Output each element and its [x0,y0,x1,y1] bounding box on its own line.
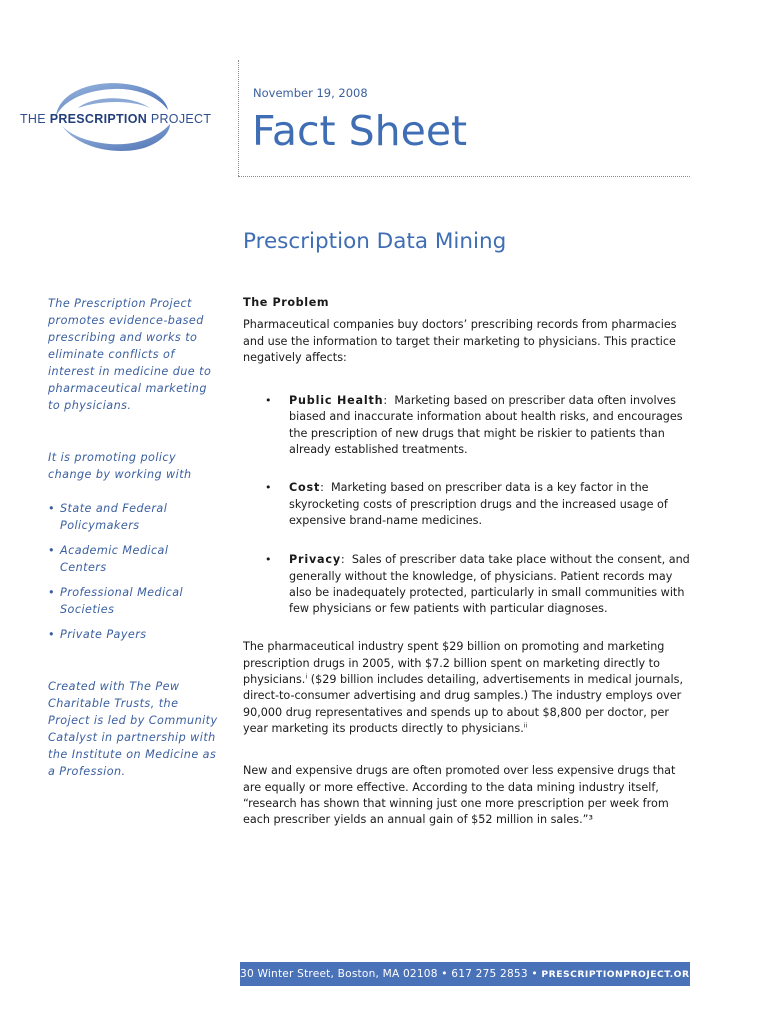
header-horizontal-divider [238,176,690,177]
footer-contact-bar [240,962,698,986]
effects-list [243,393,691,617]
partner-item: • State and Federal Policymakers [48,502,168,532]
partner-list [48,500,218,643]
prescription-project-logo [18,78,212,158]
footer-website-link[interactable]: PRESCRIPTIONPROJECT.ORG [541,969,698,980]
page-subtitle: Prescription Data Mining [243,229,507,254]
footer-address: 30 Winter Street, Boston, MA 02108 • 617 275 2853 • [240,968,542,980]
promotion-paragraph: New and expensive drugs are often promoted over less expensive drugs that are equally or more effective. According to the data mining industry itself, “research has shown that winning just one more prescription per week from each prescriber yields an annual gain of $52 million in sales.”³ [243,764,676,827]
sidebar-credits: Created with The Pew Charitable Trusts, the Project is led by Community Catalyst in partnership with the Institute on Medicine as a Profession. [48,680,218,778]
main-content [243,295,691,828]
header-vertical-divider [238,60,239,176]
effect-item-public-health: • Public Health: Marketing based on prescriber data often involves biased and inaccurate information about health risks, and encourages the prescription of new drugs that might be riskier to patients than already established treatments. [265,394,683,457]
sidebar-intro: The Prescription Project promotes evidence-based prescribing and works to eliminate conflicts of interest in medicine due to pharmaceutical marketing to physicians. [48,297,212,412]
section-heading: The Problem [243,296,330,309]
effect-item-cost: • Cost: Marketing based on prescriber data is a key factor in the skyrocketing costs of prescription drugs and the increased usage of expensive brand-name medicines. [265,481,668,527]
document-date: November 19, 2008 [253,86,368,100]
logo-wordmark: THE PRESCRIPTION PROJECT [20,112,212,126]
page-title: Fact Sheet [252,107,468,155]
partner-item: • Academic Medical Centers [48,544,169,574]
problem-intro: Pharmaceutical companies buy doctors’ prescribing records from pharmacies and use the information to target their marketing to physicians. This practice negatively affects: [243,318,677,364]
partner-item: • Professional Medical Societies [48,586,184,616]
sidebar-policy-intro: It is promoting policy change by working with [48,451,192,481]
effect-item-privacy: • Privacy: Sales of prescriber data take place without the consent, and generally without the knowledge, of physicians. Patient records may also be inadequately protected, particularly in small communities with few physicians or few patients with particular diagnoses. [265,553,690,616]
sidebar [48,295,218,780]
partner-item: • Private Payers [48,628,147,641]
spending-paragraph: The pharmaceutical industry spent $29 billion on promoting and marketing prescription drugs in 2005, with $7.2 billion spent on marketing directly to physicians.$^i$ ($29 billion includes detailing, advertisements in medical journals, direct-to-consumer advertising and drug samples.) The industry employs over 90,000 drug representatives and spends up to about $8,800 per doctor, per year marketing its products directly to physicians.$^{ii}$ [243,640,683,735]
